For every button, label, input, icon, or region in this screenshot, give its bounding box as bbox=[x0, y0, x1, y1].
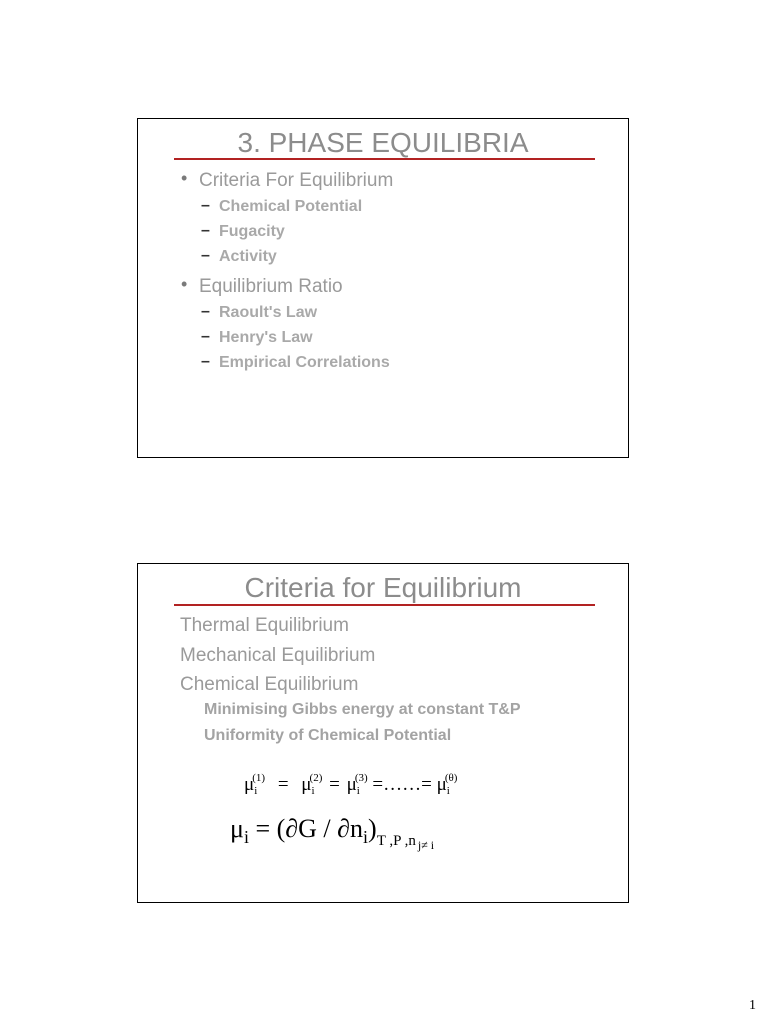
slide-title: 3. PHASE EQUILIBRIA bbox=[237, 127, 529, 158]
subline-gibbs: Minimising Gibbs energy at constant T&P bbox=[204, 701, 521, 718]
slide-title: Criteria for Equilibrium bbox=[244, 572, 522, 603]
subitem-fugacity: – Fugacity bbox=[201, 222, 285, 240]
title-underline bbox=[174, 158, 595, 160]
dash-icon: – bbox=[201, 247, 210, 264]
slide-1 bbox=[137, 118, 629, 458]
subitem-chemical-potential: – Chemical Potential bbox=[201, 197, 363, 215]
line-thermal: Thermal Equilibrium bbox=[180, 615, 349, 636]
bullet-equilibrium-ratio: • Equilibrium Ratio bbox=[181, 274, 343, 297]
line-mechanical: Mechanical Equilibrium bbox=[180, 645, 376, 666]
slide-2 bbox=[137, 563, 629, 903]
dash-icon: – bbox=[201, 197, 210, 214]
dash-icon: – bbox=[201, 222, 210, 239]
equation-chemical-potential: $\mu_i = (\partial G / \partial n_i)_{T ,P ,n}$ $_{j\ne i}$ bbox=[230, 814, 435, 852]
bullet-dot-icon: • bbox=[181, 274, 188, 294]
subitem-raoults-law: – Raoult's Law bbox=[201, 303, 318, 321]
title-underline bbox=[174, 604, 595, 606]
line-chemical: Chemical Equilibrium bbox=[180, 674, 359, 695]
page-number: 1 bbox=[749, 998, 756, 1013]
dash-icon: – bbox=[201, 303, 210, 320]
dash-icon: – bbox=[201, 328, 210, 345]
bullet-dot-icon: • bbox=[181, 168, 188, 188]
subitem-empirical-correlations: – Empirical Correlations bbox=[201, 353, 390, 371]
dash-icon: – bbox=[201, 353, 210, 370]
subitem-henrys-law: – Henry's Law bbox=[201, 328, 313, 346]
subline-uniformity: Uniformity of Chemical Potential bbox=[204, 727, 452, 744]
subitem-activity: – Activity bbox=[201, 247, 277, 265]
equation-uniformity: $\mu_i^{(1)} = \mu_i^{(2)} = \mu_i^{(3)}$ =……= $\mu_i^{(\theta)}$ bbox=[244, 772, 458, 797]
bullet-criteria: • Criteria For Equilibrium bbox=[181, 168, 394, 191]
